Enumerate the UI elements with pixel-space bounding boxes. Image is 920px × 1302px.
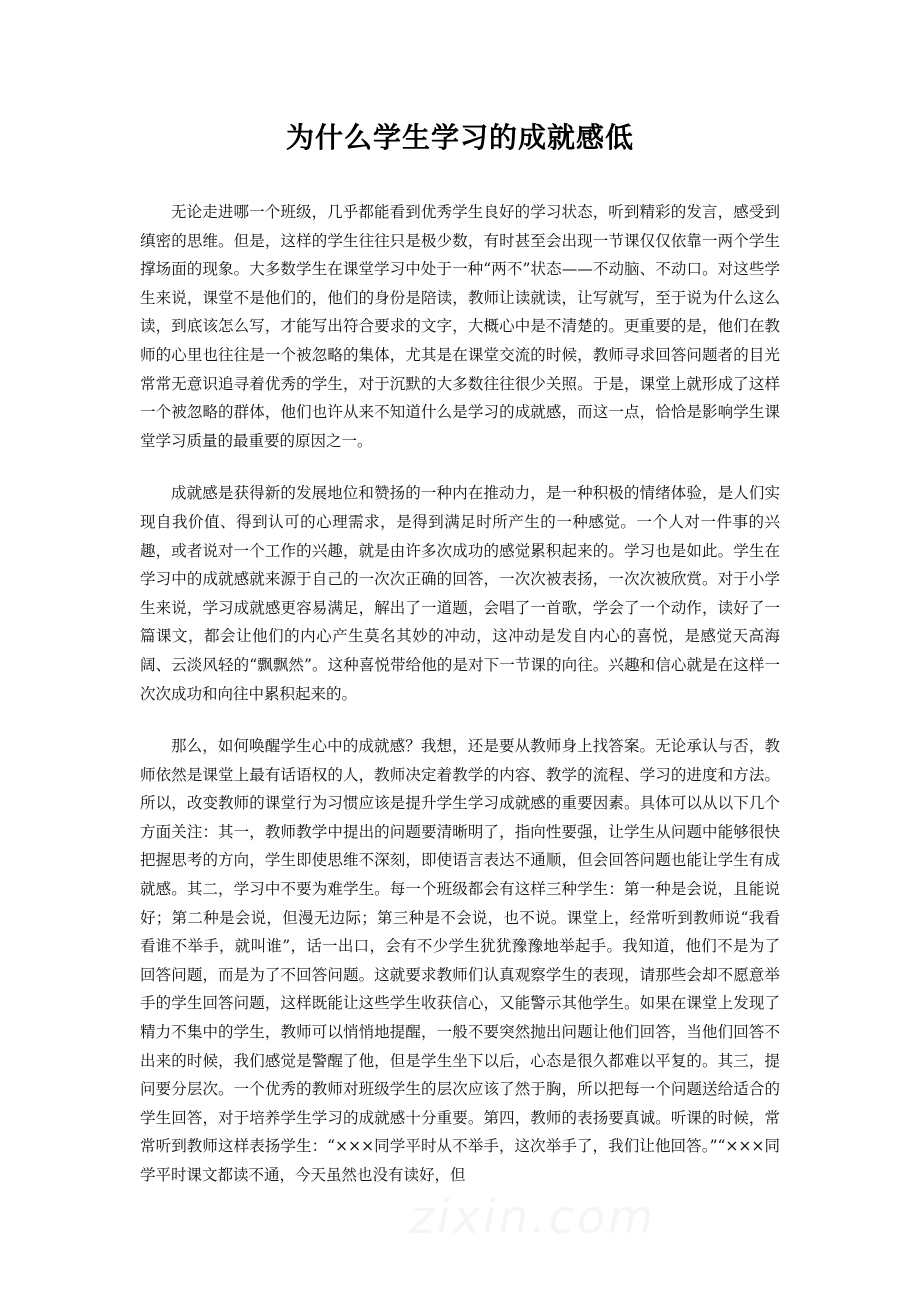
watermark-logo: zixin.com [410, 1190, 656, 1244]
paragraph-3: 那么，如何唤醒学生心中的成就感？我想，还是要从教师身上找答案。无论承认与否，教师依然是课堂上最有话语权的人，教师决定着教学的内容、教学的流程、学习的进度和方法。所以，改变教师的课堂行为习惯应该是提升学生学习成就感的重要因素。具体可以从以下几个方面关注：其一，教师教学中提出的问题要清晰明了，指向性要强，让学生从问题中能够很快把握思考的方向，学生即使思维不深刻，即使语言表达不通顺，但会回答问题也能让学生有成就感。其二，学习中不要为难学生。每一个班级都会有这样三种学生：第一种是会说，且能说好；第二种是会说，但漫无边际；第三种是不会说，也不说。课堂上，经常听到教师说“我看看谁不举手，就叫谁”，话一出口，会有不少学生犹犹豫豫地举起手。我知道，他们不是为了回答问题，而是为了不回答问题。这就要求教师们认真观察学生的表现，请那些会却不愿意举手的学生回答问题，这样既能让这些学生收获信心，又能警示其他学生。如果在课堂上发现了精力不集中的学生，教师可以悄悄地提醒，一般不要突然抛出问题让他们回答，当他们回答不出来的时候，我们感觉是警醒了他，但是学生坐下以后，心态是很久都难以平复的。其三，提问要分层次。一个优秀的教师对班级学生的层次应该了然于胸，所以把每一个问题送给适合的学生回答，对于培养学生学习的成就感十分重要。第四，教师的表扬要真诚。听课的时候，常常听到教师这样表扬学生：“×××同学平时从不举手，这次举手了，我们让他回答。”“×××同学平时课文都读不通，今天虽然也没有读好，但 [140, 737, 780, 1184]
paragraph-2: 成就感是获得新的发展地位和赞扬的一种内在推动力，是一种积极的情绪体验，是人们实现自我价值、得到认可的心理需求，是得到满足时所产生的一种感觉。一个人对一件事的兴趣，或者说对一个工作的兴趣，就是由许多次成功的感觉累积起来的。学习也是如此。学生在学习中的成就感就来源于自己的一次次正确的回答，一次次被表扬，一次次被欣赏。对于小学生来说，学习成就感更容易满足，解出了一道题，会唱了一首歌，学会了一个动作，读好了一篇课文，都会让他们的内心产生莫名其妙的冲动，这冲动是发自内心的喜悦，是感觉天高海阔、云淡风轻的“飘飘然”。这种喜悦带给他的是对下一节课的向往。兴趣和信心就是在这样一次次成功和向往中累积起来的。 [140, 484, 780, 703]
document-title: 为什么学生学习的成就感低 [285, 121, 634, 154]
paragraph-1: 无论走进哪一个班级，几乎都能看到优秀学生良好的学习状态，听到精彩的发言，感受到缜密的思维。但是，这样的学生往往只是极少数，有时甚至会出现一节课仅仅依靠一两个学生撑场面的现象。大多数学生在课堂学习中处于一种“两不”状态——不动脑、不动口。对这些学生来说，课堂不是他们的，他们的身份是陪读，教师让读就读，让写就写，至于说为什么这么读，到底该怎么写，才能写出符合要求的文字，大概心中是不清楚的。更重要的是，他们在教师的心里也往往是一个被忽略的集体，尤其是在课堂交流的时候，教师寻求回答问题者的目光常常无意识追寻着优秀的学生，对于沉默的大多数往往很少关照。于是，课堂上就形成了这样一个被忽略的群体，他们也许从来不知道什么是学习的成就感，而这一点，恰恰是影响学生课堂学习质量的最重要的原因之一。 [140, 203, 780, 450]
